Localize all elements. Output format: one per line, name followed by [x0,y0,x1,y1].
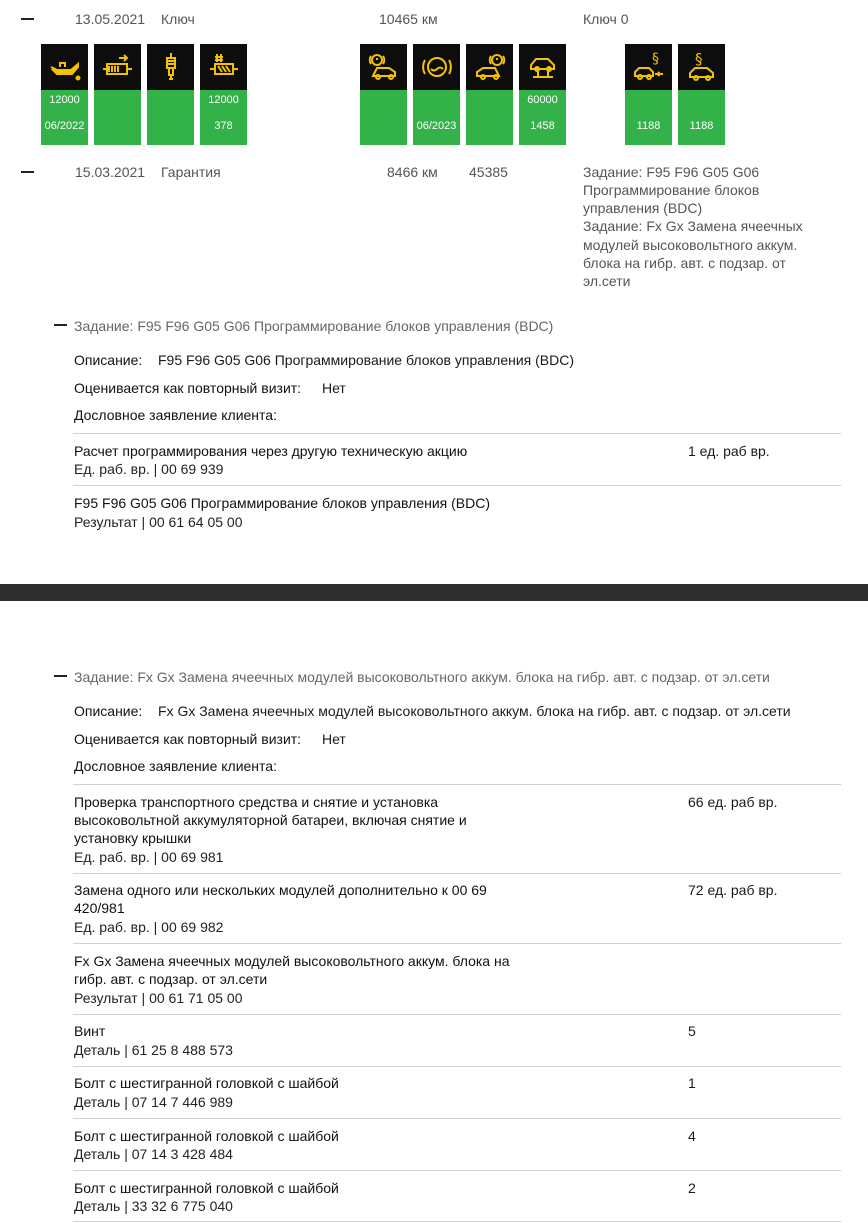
tile-value-2: 378 [214,120,233,132]
task2-repeat-value: Нет [322,731,346,747]
tile-value-1: 12000 [208,94,239,106]
spark-plug-icon [154,50,188,84]
task2-row-title: Болт с шестигранной головкой с шайбой [74,1128,339,1144]
task2-row-title: Винт [74,1023,106,1039]
collapse-toggle-entry1[interactable] [21,18,34,20]
service-tile-vehicle-check[interactable] [519,44,566,145]
task2-row-title: установку крышки [74,830,192,846]
entry2-type: Гарантия [161,164,221,180]
divider [73,1221,841,1222]
entry2-task-line: Программирование блоков [583,182,760,198]
task1-row-sub: Ед. раб. вр. | 00 69 939 [74,461,224,477]
front-brake-icon [367,50,401,84]
tile-value-2: 1188 [636,120,661,132]
task2-row-sub: Деталь | 61 25 8 488 573 [74,1042,233,1058]
service-tile-emissions-inspection[interactable] [625,44,672,145]
particulate-filter-icon [207,50,241,84]
tile-value-1: 12000 [49,94,80,106]
task2-statement-label: Дословное заявление клиента: [74,758,277,774]
task2-row-sub: Деталь | 07 14 3 428 484 [74,1146,233,1162]
rear-brake-icon [473,50,507,84]
section-separator [0,584,868,601]
divider [73,433,841,434]
divider [73,784,841,785]
service-tile-engine-filter[interactable] [94,44,141,145]
task1-statement-label: Дословное заявление клиента: [74,407,277,423]
task1-header: Задание: F95 F96 G05 G06 Программирование блоков управления (BDC) [74,318,554,334]
task2-row-sub: Деталь | 33 32 6 775 040 [74,1198,233,1214]
collapse-toggle-entry2[interactable] [21,171,34,173]
entry2-date: 15.03.2021 [75,164,146,180]
task2-row-sub: Результат | 00 61 71 05 00 [74,990,243,1006]
tile-value-1: 60000 [527,94,558,106]
task2-row-title: Болт с шестигранной головкой с шайбой [74,1180,339,1196]
divider [73,873,841,874]
task2-row-qty: 66 ед. раб вр. [688,794,778,810]
task2-description-value: Fx Gx Замена ячеечных модулей высоковольтного аккум. блока на гибр. авт. с подзар. от эл.сети [158,703,791,719]
service-tile-vehicle-inspection[interactable] [678,44,725,145]
divider [73,1014,841,1015]
entry2-task-line: управления (BDC) [583,200,703,216]
task2-row-title: высоковольтной аккумуляторной батареи, включая снятие и [74,812,467,828]
entry2-task-line: модулей высоковольтного аккум. [583,237,798,253]
divider [73,485,841,486]
task2-row-sub: Ед. раб. вр. | 00 69 981 [74,849,224,865]
emissions-inspection-icon [632,50,666,84]
entry2-mileage: 8466 км [387,164,438,180]
task2-row-qty: 1 [688,1075,696,1091]
entry2-order-number: 45385 [469,164,508,180]
divider [73,1170,841,1171]
divider [73,943,841,944]
task1-row-title: Расчет программирования через другую техническую акцию [74,443,468,459]
task2-repeat-label: Оценивается как повторный визит: [74,731,302,747]
divider [73,1066,841,1067]
task2-row-title: Болт с шестигранной головкой с шайбой [74,1075,339,1091]
entry1-key: Ключ 0 [583,11,629,27]
task1-repeat-label: Оценивается как повторный визит: [74,380,302,396]
svg-text:§: § [694,50,702,68]
task2-row-qty: 4 [688,1128,696,1144]
engine-filter-icon [101,50,135,84]
task1-row-title: F95 F96 G05 G06 Программирование блоков управления (BDC) [74,495,491,511]
collapse-toggle-task1[interactable] [54,324,67,326]
task2-row-title: Проверка транспортного средства и снятие и установка [74,794,439,810]
service-tile-brake-fluid[interactable] [413,44,460,145]
service-tile-particulate-filter[interactable] [200,44,247,145]
task2-row-title: гибр. авт. с подзар. от эл.сети [74,971,268,987]
svg-text:§: § [651,51,659,67]
task2-row-title: Fx Gx Замена ячеечных модулей высоковольтного аккум. блока на [74,953,510,969]
tile-value-2: 06/2023 [416,120,457,132]
collapse-toggle-task2[interactable] [54,675,67,677]
entry1-mileage: 10465 км [379,11,438,27]
entry1-type: Ключ [161,11,195,27]
task2-row-qty: 5 [688,1023,696,1039]
task1-description-label: Описание: [74,352,143,368]
task2-row-qty: 2 [688,1180,696,1196]
service-tile-oil[interactable] [41,44,88,145]
service-tile-rear-brake[interactable] [466,44,513,145]
vehicle-check-icon [526,50,560,84]
task2-row-sub: Ед. раб. вр. | 00 69 982 [74,919,224,935]
brake-fluid-icon [420,50,454,84]
task1-row-sub: Результат | 00 61 64 05 00 [74,514,243,530]
tile-value-2: 06/2022 [44,120,85,132]
entry2-task-line: эл.сети [583,273,631,289]
entry2-task-line: Задание: F95 F96 G05 G06 [583,164,760,180]
task1-row-qty: 1 ед. раб вр. [688,443,770,459]
entry1-date: 13.05.2021 [75,11,146,27]
divider [73,1118,841,1119]
task2-row-title: Замена одного или нескольких модулей дополнительно к 00 69 [74,882,487,898]
task2-header: Задание: Fx Gx Замена ячеечных модулей высоковольтного аккум. блока на гибр. авт. с подзар. от эл.сети [74,669,770,685]
task2-row-sub: Деталь | 07 14 7 446 989 [74,1094,233,1110]
vehicle-inspection-icon [685,50,719,84]
task1-description-value: F95 F96 G05 G06 Программирование блоков управления (BDC) [158,352,575,368]
tile-value-2: 1458 [530,120,555,132]
service-tile-front-brake[interactable] [360,44,407,145]
task2-row-title: 420/981 [74,900,125,916]
task2-row-qty: 72 ед. раб вр. [688,882,778,898]
entry2-task-line: блока на гибр. авт. с подзар. от [583,255,786,271]
task1-repeat-value: Нет [322,380,346,396]
service-tile-spark-plug[interactable] [147,44,194,145]
task2-description-label: Описание: [74,703,143,719]
tile-value-2: 1188 [689,120,714,132]
oil-can-icon [48,50,82,84]
entry2-task-line: Задание: Fx Gx Замена ячеечных [583,218,803,234]
